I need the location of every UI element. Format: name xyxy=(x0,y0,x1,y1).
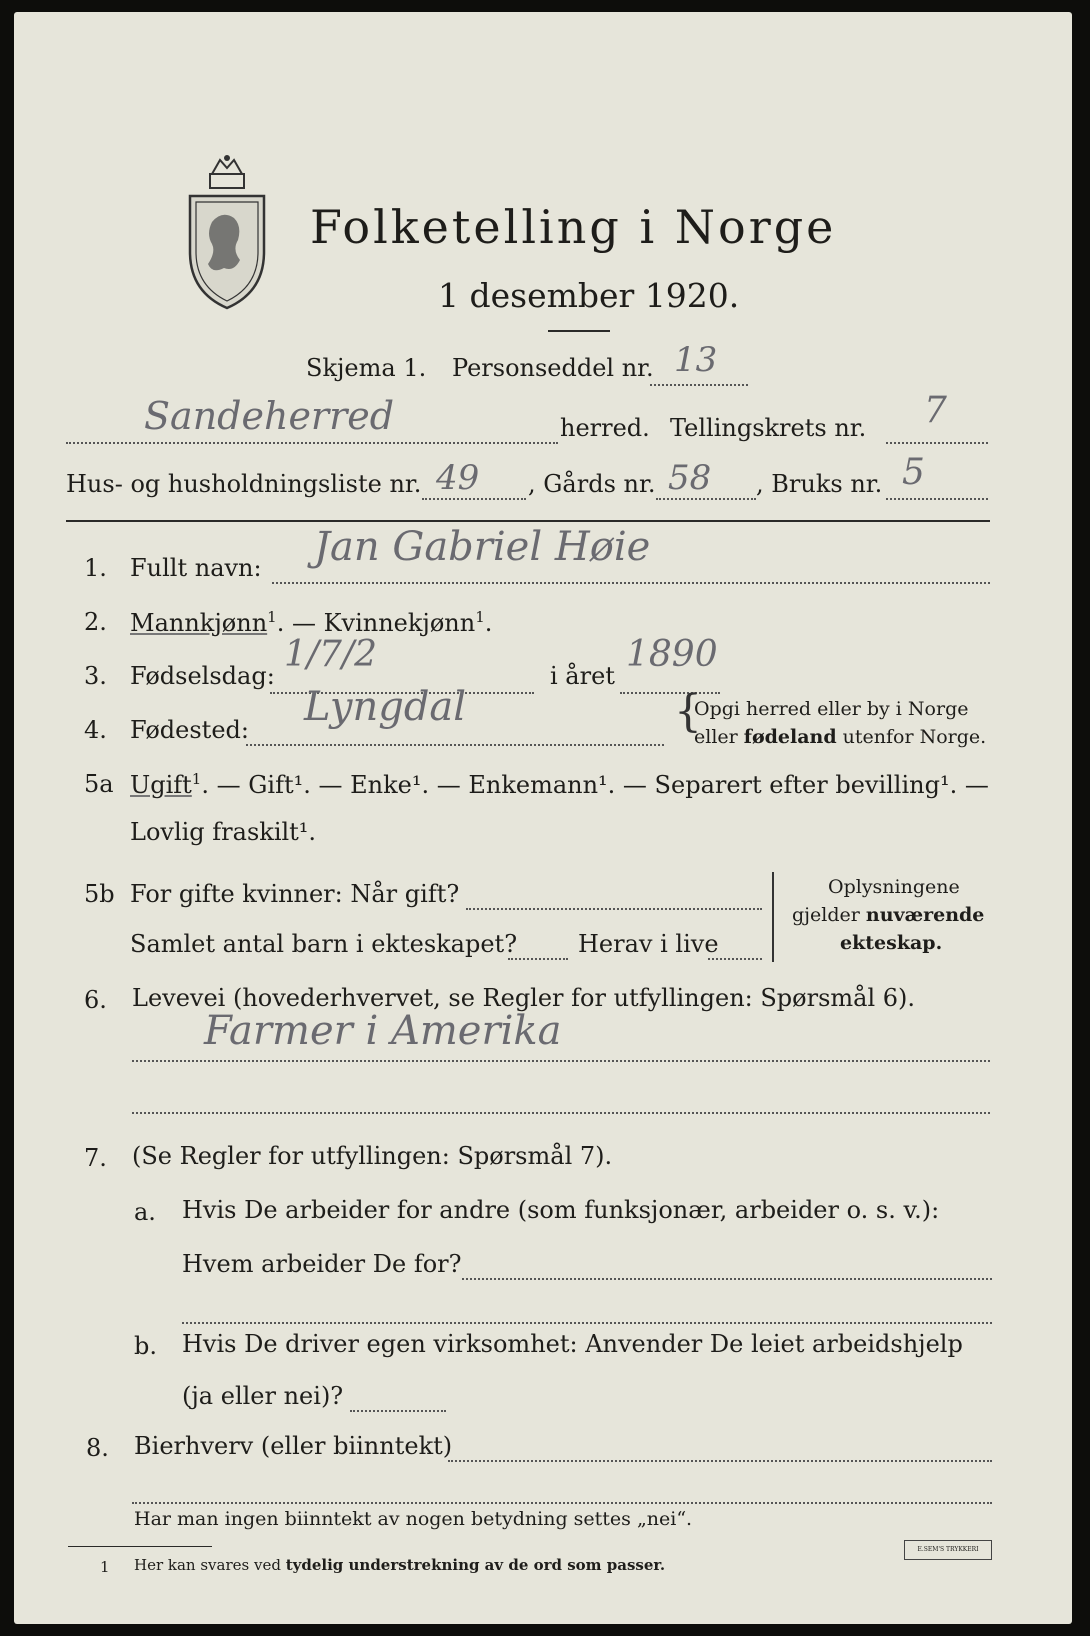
q5a-number: 5a xyxy=(84,770,114,798)
q8-label: Bierhverv (eller biinntekt) xyxy=(134,1432,453,1460)
biinntekt-note: Har man ingen biinntekt av nogen betydning settes „nei“. xyxy=(134,1508,693,1530)
q2-options: Mannkjønn$^1$. — Kvinnekjønn$^1$. xyxy=(130,608,493,637)
tellingskrets-label: Tellingskrets nr. xyxy=(670,414,867,442)
full-name-value[interactable]: Jan Gabriel Høie xyxy=(314,524,651,570)
census-date: 1 desember 1920. xyxy=(438,276,740,315)
birth-year-value[interactable]: 1890 xyxy=(626,634,718,675)
q1-number: 1. xyxy=(84,554,107,582)
bruks-label: , Bruks nr. xyxy=(756,470,883,498)
schema-label: Skjema 1. xyxy=(306,354,427,382)
footnote-marker: 1 xyxy=(100,1558,110,1576)
footnote-text: Her kan svares ved tydelig understrekning av de ord som passer. xyxy=(134,1556,666,1574)
q7-label: (Se Regler for utfyllingen: Spørsmål 7). xyxy=(132,1142,613,1170)
q7a-letter: a. xyxy=(134,1198,156,1226)
q7a-label1: Hvis De arbeider for andre (som funksjonær, arbeider o. s. v.): xyxy=(182,1196,940,1224)
bruks-value[interactable]: 5 xyxy=(902,452,925,493)
q5b-label1: For gifte kvinner: Når gift? xyxy=(130,880,460,908)
q4-note-line2: eller fødeland utenfor Norge. xyxy=(694,726,987,748)
gards-label: , Gårds nr. xyxy=(528,470,656,498)
q7b-letter: b. xyxy=(134,1332,157,1360)
husliste-label: Hus- og husholdningsliste nr. xyxy=(66,470,422,498)
q7b-label1: Hvis De driver egen virksomhet: Anvender De leiet arbeidshjelp xyxy=(182,1330,963,1358)
q4-number: 4. xyxy=(84,716,107,744)
q7-number: 7. xyxy=(84,1144,107,1172)
q5a-options: Ugift$^1$. — Gift¹. — Enke¹. — Enkemann¹. — Separert efter bevilling¹. — xyxy=(130,770,989,799)
ugift-option[interactable]: Ugift xyxy=(130,771,192,799)
personseddel-label: Personseddel nr. xyxy=(452,354,654,382)
q3-number: 3. xyxy=(84,662,107,690)
q6-number: 6. xyxy=(84,986,107,1014)
q5b-note1: Oplysningene xyxy=(828,876,960,898)
herred-value[interactable]: Sandeherred xyxy=(144,394,395,438)
personseddel-value[interactable]: 13 xyxy=(674,340,718,380)
q2-number: 2. xyxy=(84,608,107,636)
q6-label: Levevei (hovederhvervet, se Regler for utfyllingen: Spørsmål 6). xyxy=(132,984,916,1012)
q1-label: Fullt navn: xyxy=(130,554,262,582)
q4-label: Fødested: xyxy=(130,716,249,744)
husliste-value[interactable]: 49 xyxy=(436,458,480,498)
q5b-number: 5b xyxy=(84,880,115,908)
q3-label: Fødselsdag: xyxy=(130,662,275,690)
q4-note-line1: Opgi herred eller by i Norge xyxy=(694,698,969,720)
form-title: Folketelling i Norge xyxy=(310,200,837,254)
q8-number: 8. xyxy=(86,1434,109,1462)
birthday-value[interactable]: 1/7/2 xyxy=(284,634,377,675)
q5b-herav-label: Herav i live xyxy=(578,930,719,958)
birthplace-value[interactable]: Lyngdal xyxy=(304,684,467,730)
printer-mark: E.SEM'S TRYKKERI xyxy=(904,1540,992,1560)
gards-value[interactable]: 58 xyxy=(668,458,712,498)
q7b-label2: (ja eller nei)? xyxy=(182,1382,344,1410)
q5b-note2: gjelder nuværende xyxy=(792,904,985,926)
female-option[interactable]: Kvinnekjønn xyxy=(323,609,476,637)
q5b-note3: ekteskap. xyxy=(840,932,943,954)
q3-year-label: i året xyxy=(550,662,615,690)
male-option[interactable]: Mannkjønn xyxy=(130,609,268,637)
herred-label: herred. xyxy=(560,414,650,442)
q5a-line2: Lovlig fraskilt¹. xyxy=(130,818,317,846)
coat-of-arms-icon xyxy=(182,152,272,312)
census-form: Folketelling i Norge 1 desember 1920. Skjema 1. Personseddel nr. 13 Sandeherred herred. Tellingskrets nr. 7 Hus- og husholdningsliste nr. 49 , Gårds nr. 58 , Bruks nr. 5 1. Fullt navn: Jan Gabriel Høie 2. Mannkjønn$^1$. — Kvinnekjønn$^1$. 3. Fødselsdag: 1/7/2 i året 1890 4. Fødested: Lyngdal { Opgi herred eller by i Norge eller fødeland utenfor Norge. 5a Ugift$^1$. — Gift¹. — Enke¹. — Enkemann¹. — Separert efter bevilling¹. — Lovlig fraskilt¹. 5b For gifte kvinner: Når gift? Samlet antal barn i ekteskapet? Herav i live Oplysningene gjelder nuværende ekteskap. 6. Levevei (hovederhvervet, se Regler for utfyllingen: Spørsmål 6). Farmer i Amerika 7. (Se Regler for utfyllingen: Spørsmål 7). a. Hvis De arbeider for andre (som funksjonær, arbeider o. s. v.): Hvem arbeider De for? b. Hvis De driver egen virksomhet: Anvender De leiet arbeidshjelp (ja eller nei)? 8. Bierhverv (eller biinntekt) Har man ingen biinntekt av nogen betydning settes „nei“. 1 Her kan svares ved tydelig understrekning av de ord som passer. E.SEM'S TRYKKERI xyxy=(14,12,1072,1624)
occupation-value[interactable]: Farmer i Amerika xyxy=(204,1008,562,1054)
q7a-label2: Hvem arbeider De for? xyxy=(182,1250,462,1278)
tellingskrets-value[interactable]: 7 xyxy=(924,390,947,431)
q5b-label2: Samlet antal barn i ekteskapet? xyxy=(130,930,518,958)
